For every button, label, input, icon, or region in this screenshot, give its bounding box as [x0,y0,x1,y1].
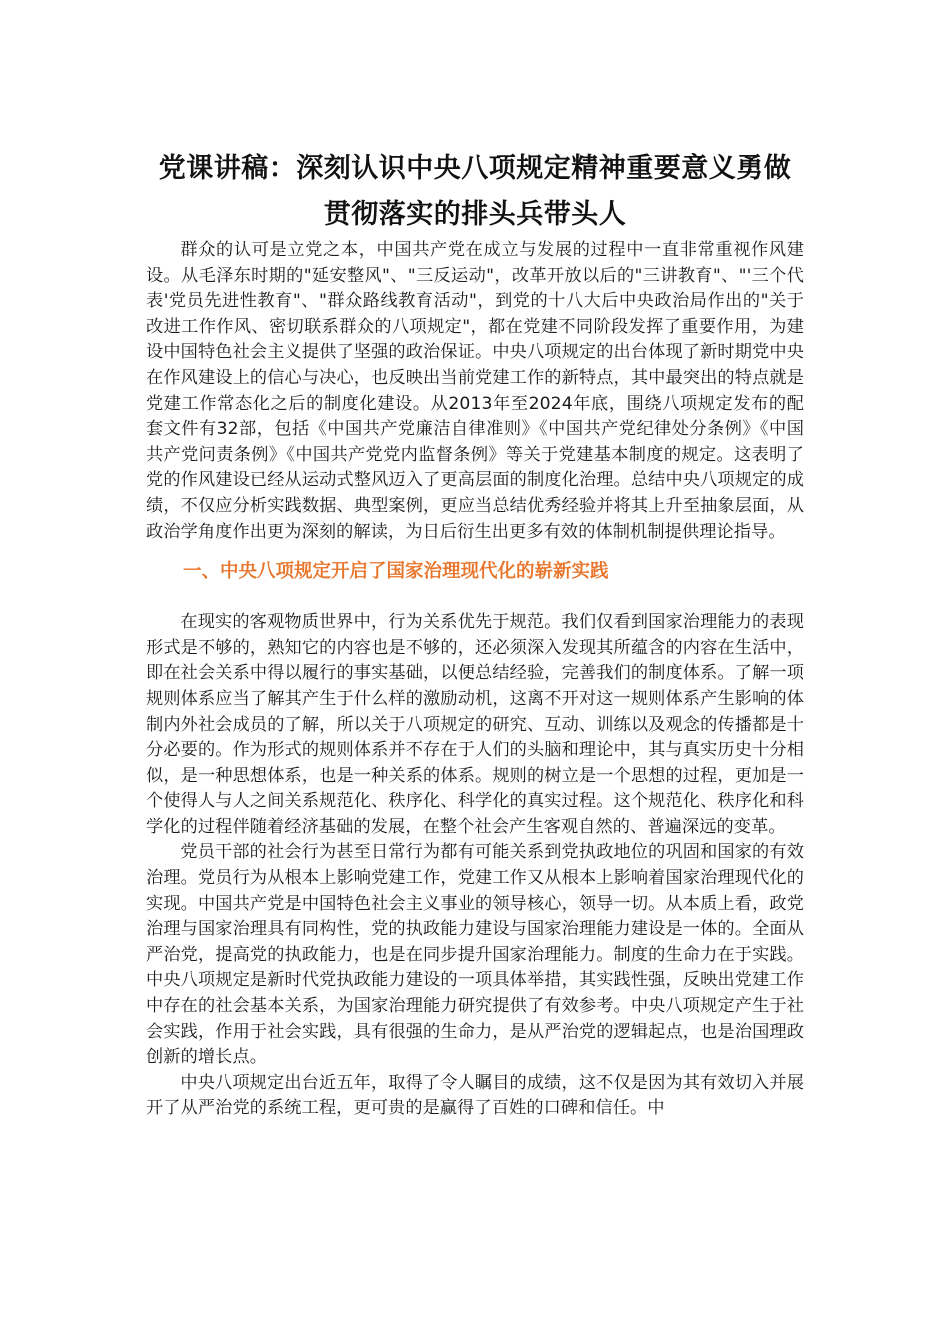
document-title: 党课讲稿：深刻认识中央八项规定精神重要意义勇做贯彻落实的排头兵带头人 [158,153,792,230]
section-paragraph-3: 中央八项规定出台近五年，取得了令人瞩目的成绩，这不仅是因为其有效切入并展开了从严治党的系统工程，更可贵的是赢得了百姓的口碑和信任。中 [146,1072,804,1119]
section-paragraph-1: 在现实的客观物质世界中，行为关系优先于规范。我们仅看到国家治理能力的表现形式是不够的，熟知它的内容也是不够的，还必须深入发现其所蕴含的内容在生活中，即在社会关系中得以履行的事实基础，以便总结经验，完善我们的制度体系。了解一项规则体系应当了解其产生于什么样的激励动机，这离不开对这一规则体系产生影响的体制内外社会成员的了解，所以关于八项规定的研究、互动、训练以及观念的传播都是十分必要的。作为形式的规则体系并不存在于人们的头脑和理论中，其与真实历史十分相似，是一种思想体系，也是一种关系的体系。规则的树立是一个思想的过程，更加是一个使得人与人之间关系规范化、秩序化、科学化的真实过程。这个规范化、秩序化和科学化的过程伴随着经济基础的发展，在整个社会产生客观自然的、普遍深远的变革。 [146,612,804,837]
intro-paragraph: 群众的认可是立党之本，中国共产党在成立与发展的过程中一直非常重视作风建设。从毛泽东时期的"延安整风"、"三反运动"，改革开放以后的"三讲教育"、"'三个代表'党员先进性教育"、"群众路线教育活动"，到党的十八大后中央政治局作出的"关于改进工作作风、密切联系群众的八项规定"，都在党建不同阶段发挥了重要作用，为建设中国特色社会主义提供了坚强的政治保证。中央八项规定的出台体现了新时期党中央在作风建设上的信心与决心，也反映出当前党建工作的新特点，其中最突出的特点就是党建工作常态化之后的制度化建设。从2013年至2024年底，围绕八项规定发布的配套文件有32部，包括《中国共产党廉洁自律准则》《中国共产党纪律处分条例》《中国共产党问责条例》《中国共产党党内监督条例》等关于党建基本制度的规定。这表明了党的作风建设已经从运动式整风迈入了更高层面的制度化治理。总结中央八项规定的成绩，不仅应分析实践数据、典型案例，更应当总结优秀经验并将其上升至抽象层面，从政治学角度作出更为深刻的解读，为日后衍生出更多有效的体制机制提供理论指导。 [146,240,804,542]
section-heading: 一、中央八项规定开启了国家治理现代化的崭新实践 [183,561,609,583]
section-paragraph-2: 党员干部的社会行为甚至日常行为都有可能关系到党执政地位的巩固和国家的有效治理。党员行为从根本上影响党建工作，党建工作又从根本上影响着国家治理现代化的实现。中国共产党是中国特色社会主义事业的领导核心，领导一切。从本质上看，政党治理与国家治理具有同构性，党的执政能力建设与国家治理能力建设是一体的。全面从严治党，提高党的执政能力，也是在同步提升国家治理能力。制度的生命力在于实践。中央八项规定是新时代党执政能力建设的一项具体举措，其实践性强，反映出党建工作中存在的社会基本关系，为国家治理能力研究提供了有效参考。中央八项规定产生于社会实践，作用于社会实践，具有很强的生命力，是从严治党的逻辑起点，也是治国理政创新的增长点。 [146,842,804,1068]
